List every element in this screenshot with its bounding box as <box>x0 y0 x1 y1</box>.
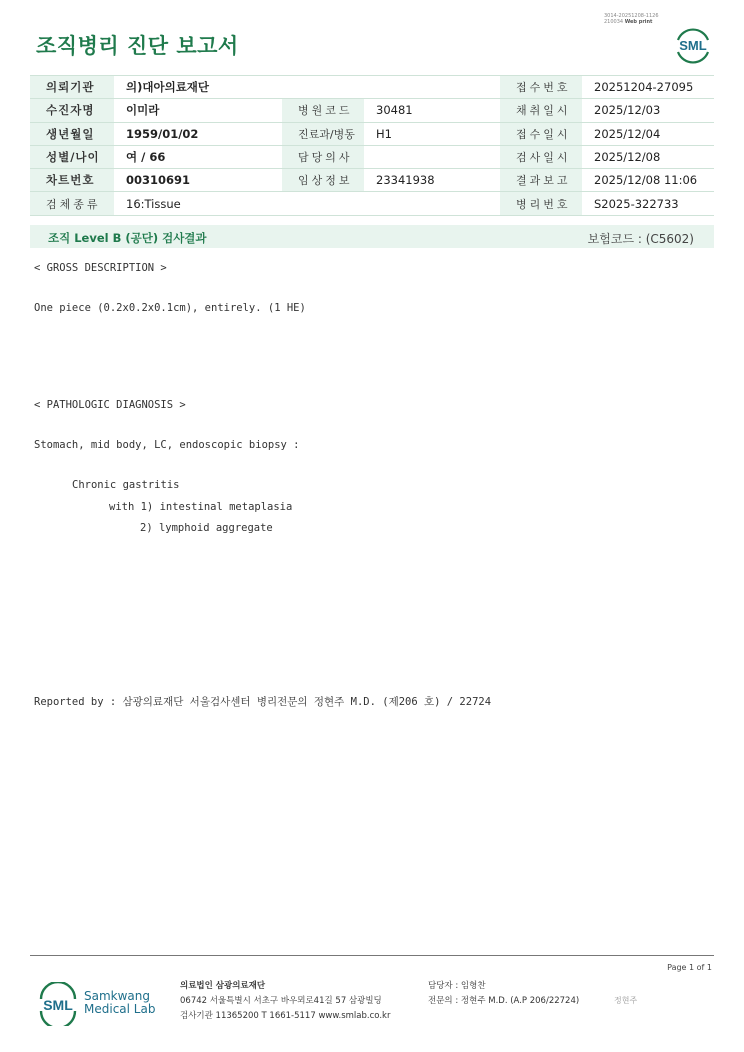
sml-logo-text: SML <box>679 38 707 53</box>
org-contact: 검사기관 11365200 T 1661-5117 www.smlab.co.kr <box>180 1011 391 1021</box>
webprint-stamp <box>604 13 659 25</box>
value-chart-number: 00310691 <box>114 169 282 192</box>
specialist-label: 전문의 : <box>428 996 459 1006</box>
value-sex-age: 여 / 66 <box>114 145 282 168</box>
webprint-tag: Web print <box>624 19 653 25</box>
sml-logo-icon <box>672 24 714 66</box>
label-receipt-date: 접수일시 <box>500 122 582 145</box>
report-title: 조직병리 진단 보고서 <box>36 34 239 58</box>
gross-description-text: One piece (0.2x0.2x0.1cm), entirely. (1 HE) <box>34 302 306 314</box>
value-collection-date: 2025/12/03 <box>582 99 714 122</box>
label-clinical-info: 임상정보 <box>282 169 364 192</box>
label-sex-age: 성별/나이 <box>30 145 114 168</box>
sml-footer-logo-icon <box>36 982 80 1026</box>
result-section-title: 조직 Level B (공단) 검사결과 <box>48 231 207 245</box>
org-info <box>180 979 390 1024</box>
org-name: 의료법인 삼광의료재단 <box>180 981 266 991</box>
result-section-bar <box>30 225 714 248</box>
brand-line2: Medical Lab <box>84 1002 156 1016</box>
value-specimen-type: 16:Tissue <box>114 192 500 215</box>
label-exam-date: 검사일시 <box>500 145 582 168</box>
label-hospital-code: 병원코드 <box>282 99 364 122</box>
diagnosis-finding-2: 2) lymphoid aggregate <box>140 522 273 534</box>
webprint-line1: 3014-20251208-1126 <box>604 13 659 19</box>
brand-line1: Samkwang <box>84 989 150 1003</box>
value-receipt-number: 20251204-27095 <box>582 76 714 99</box>
value-pathology-number: S2025-322733 <box>582 192 714 215</box>
value-department: H1 <box>364 122 500 145</box>
table-row <box>30 192 714 215</box>
pathologic-diagnosis-header: < PATHOLOGIC DIAGNOSIS > <box>34 399 186 411</box>
label-patient-name: 수진자명 <box>30 99 114 122</box>
staff-info <box>428 979 579 1009</box>
value-clinical-info: 23341938 <box>364 169 500 192</box>
patient-info-table <box>30 75 714 216</box>
sml-footer-logo-text: SML <box>43 997 73 1013</box>
specialist-name: 정현주 M.D. (A.P 206/22724) <box>460 996 580 1006</box>
label-chart-number: 차트번호 <box>30 169 114 192</box>
manager-label: 담당자 : <box>428 981 459 991</box>
specialist-signature: 정현주 <box>614 996 638 1005</box>
value-hospital-code: 30481 <box>364 99 500 122</box>
label-department: 진료과/병동 <box>282 122 364 145</box>
label-birth-date: 생년월일 <box>30 122 114 145</box>
value-patient-name: 이미라 <box>114 99 282 122</box>
reported-by: Reported by : 삼광의료재단 서울검사센터 병리전문의 정현주 M.D. (제206 호) / 22724 <box>34 696 492 708</box>
footer-divider <box>30 955 714 956</box>
label-doctor: 담당의사 <box>282 145 364 168</box>
table-row <box>30 122 714 145</box>
diagnosis-finding-1: with 1) intestinal metaplasia <box>109 501 293 513</box>
org-address: 06742 서울특별시 서초구 바우뫼로41길 57 삼광빌딩 <box>180 996 382 1006</box>
gross-description-header: < GROSS DESCRIPTION > <box>34 262 167 274</box>
label-pathology-number: 병리번호 <box>500 192 582 215</box>
brand-name <box>84 990 155 1016</box>
diagnosis-site: Stomach, mid body, LC, endoscopic biopsy : <box>34 439 300 451</box>
value-result-report: 2025/12/08 11:06 <box>582 169 714 192</box>
value-birth-date: 1959/01/02 <box>114 122 282 145</box>
diagnosis-main: Chronic gastritis <box>72 479 180 491</box>
table-row <box>30 145 714 168</box>
label-requesting-org: 의뢰기관 <box>30 76 114 99</box>
table-row <box>30 76 714 99</box>
table-row <box>30 169 714 192</box>
manager-name: 임형찬 <box>460 981 486 991</box>
value-requesting-org: 의)대아의료재단 <box>114 76 500 99</box>
value-exam-date: 2025/12/08 <box>582 145 714 168</box>
label-receipt-number: 접수번호 <box>500 76 582 99</box>
label-specimen-type: 검체종류 <box>30 192 114 215</box>
label-collection-date: 채취일시 <box>500 99 582 122</box>
insurance-code: 보험코드 : (C5602) <box>587 232 694 246</box>
value-doctor <box>364 145 500 168</box>
table-row <box>30 99 714 122</box>
label-result-report: 결과보고 <box>500 169 582 192</box>
page-number: Page 1 of 1 <box>667 963 712 972</box>
webprint-line2: 210034 <box>604 19 624 25</box>
value-receipt-date: 2025/12/04 <box>582 122 714 145</box>
